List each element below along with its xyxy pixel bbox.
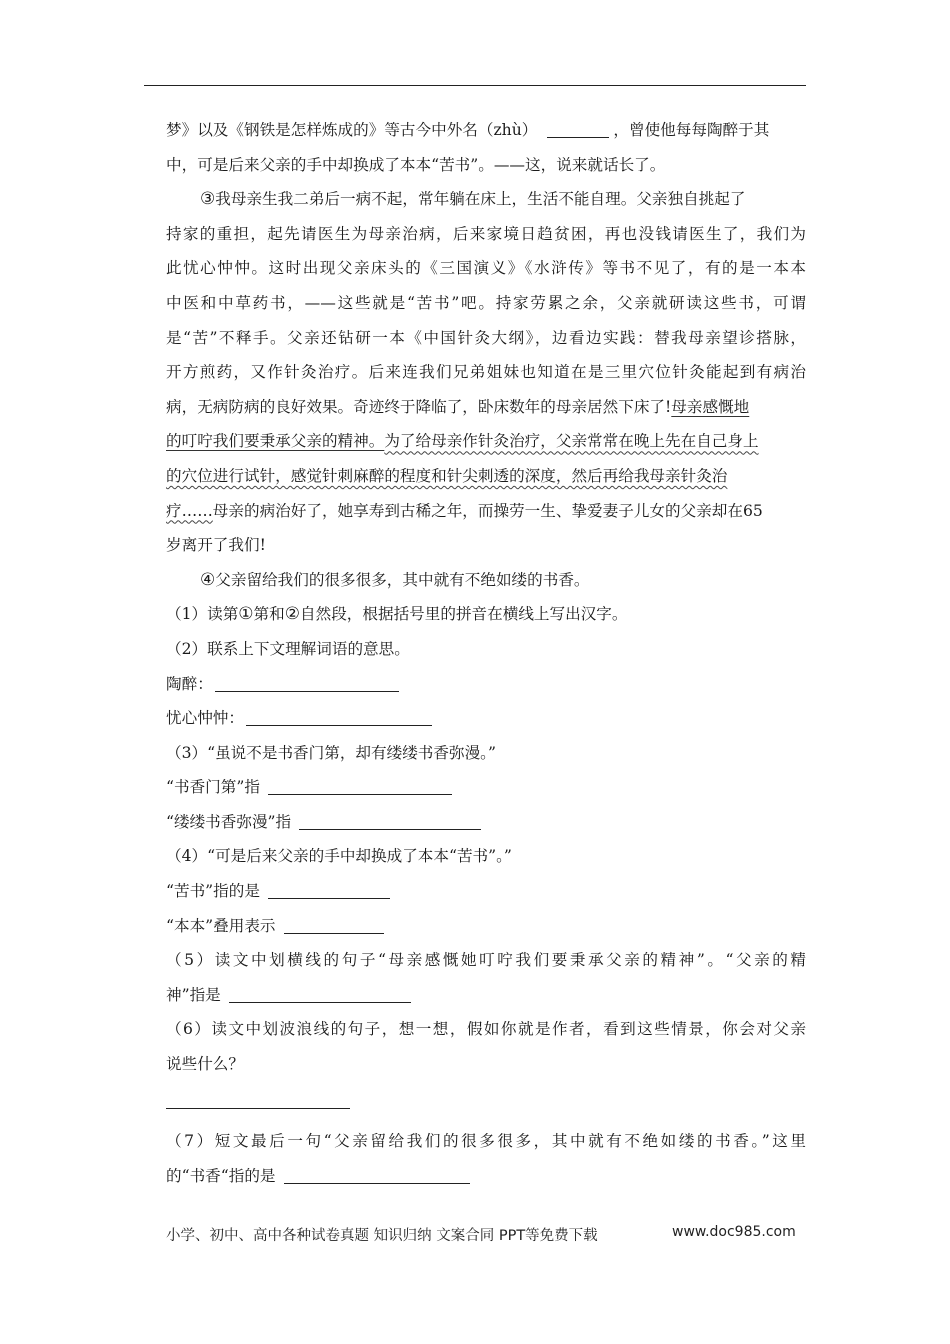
paragraph-3-line-10: 疗……母亲的病治好了，她享寿到古稀之年，而操劳一生、挚爱妻子儿女的父亲却在65	[166, 501, 763, 520]
paragraph-3-line-4: 中医和中草药书，——这些就是“苦书”吧。持家劳累之余，父亲就研读这些书，可谓	[166, 293, 806, 312]
paragraph-3-line-6: 开方煎药，又作针灸治疗。后来连我们兄弟姐妹也知道在是三里穴位针灸能起到有病治	[166, 363, 806, 382]
paragraph-3-line-7: 病，无病防病的良好效果。奇迹终于降临了，卧床数年的母亲居然下床了!母亲感慨地	[166, 397, 750, 416]
pinyin-answer-blank[interactable]	[547, 119, 609, 138]
question-4-item-2: “本本”叠用表示	[166, 909, 806, 944]
header-rule	[144, 85, 806, 86]
paragraph-marker-3: ③	[200, 189, 216, 210]
question-3-item-2: “缕缕书香弥漫”指	[166, 805, 806, 840]
question-2: （2）联系上下文理解词语的意思。	[166, 639, 410, 658]
footer-site-link[interactable]: www.doc985.com	[672, 1224, 796, 1240]
question-6-answer-row	[166, 1090, 806, 1125]
paragraph-3-line-1: ③我母亲生我二弟后一病不起，常年躺在床上，生活不能自理。父亲独自挑起了	[200, 189, 746, 210]
wavy-sentence: 为了给母亲作针灸治疗，父亲常常在晚上先在自己身上	[384, 432, 759, 451]
underlined-sentence-cont: 的叮咛我们要秉承父亲的精神。	[166, 432, 385, 451]
answer-blank-fuqin-jingshen[interactable]	[229, 984, 411, 1003]
paragraph-3-line-2: 持家的重担，起先请医生为母亲治病，后来家境日趋贫困，再也没钱请医生了，我们为	[166, 224, 806, 243]
paragraph-marker-4: ④	[200, 569, 216, 590]
paragraph-3-line-11: 岁离开了我们!	[166, 536, 266, 555]
paragraph-3-line-5: 是“苦”不释手。父亲还钻研一本《中国针灸大纲》，边看边实践：替我母亲望诊搭脉，	[166, 328, 806, 347]
page-footer	[166, 1224, 806, 1245]
paragraph-2-line-2: 中，可是后来父亲的手中却换成了本本“苦书”。——这，说来就话长了。	[166, 155, 666, 174]
question-5-line-1: （5）读文中划横线的句子“母亲感慨她叮咛我们要秉承父亲的精神”。“父亲的精	[166, 951, 806, 970]
paragraph-3-line-9	[166, 459, 806, 494]
question-1: （1）读第①第和②自然段，根据括号里的拼音在横线上写出汉字。	[166, 604, 628, 625]
answer-blank-youxin[interactable]	[246, 707, 432, 726]
answer-blank-kushu[interactable]	[268, 880, 390, 899]
question-7-line-2: 的“书香“指的是	[166, 1159, 806, 1194]
question-4-item-1: “苦书”指的是	[166, 874, 806, 909]
answer-blank-q6[interactable]	[166, 1090, 350, 1109]
underlined-sentence: 母亲感慨地	[671, 397, 750, 416]
question-4: （4）“可是后来父亲的手中却换成了本本“苦书”。”	[166, 847, 512, 866]
document-body	[166, 113, 806, 1193]
paragraph-3-line-3: 此忧心忡忡。这时出现父亲床头的《三国演义》《水浒传》等书不见了，有的是一本本	[166, 259, 806, 278]
answer-blank-shuxiang-mendi[interactable]	[268, 776, 452, 795]
question-7-line-1: （7）短文最后一句“父亲留给我们的很多很多，其中就有不绝如缕的书香。”这里	[166, 1132, 806, 1151]
question-3-item-1: “书香门第”指	[166, 770, 806, 805]
footer-text: 小学、初中、高中各种试卷真题 知识归纳 文案合同 PPT等免费下载	[166, 1228, 598, 1244]
wavy-sentence-end: 疗……	[166, 501, 213, 520]
answer-blank-shuxiang[interactable]	[284, 1165, 470, 1184]
answer-blank-taozui[interactable]	[215, 673, 399, 692]
question-3: （3）“虽说不是书香门第，却有缕缕书香弥漫。”	[166, 743, 496, 762]
paragraph-2-line-1: 梦》以及《钢铁是怎样炼成的》等古今中外名（zhù） ，曾使他每每陶醉于其	[166, 121, 770, 139]
question-2-item-1: 陶醉：	[166, 667, 806, 702]
question-2-item-2: 忧心忡忡：	[166, 701, 806, 736]
question-6-line-2: 说些什么？	[166, 1055, 244, 1074]
wavy-sentence-cont: 的穴位进行试针，感觉针刺麻醉的程度和针尖刺透的深度，然后再给我母亲针灸治	[166, 466, 728, 485]
paragraph-4: ④父亲留给我们的很多很多，其中就有不绝如缕的书香。	[200, 569, 590, 590]
question-5-line-2: 神”指是	[166, 978, 806, 1013]
paragraph-3-line-8	[166, 424, 806, 459]
answer-blank-shuxiang-miman[interactable]	[299, 811, 481, 830]
answer-blank-benben[interactable]	[284, 915, 384, 934]
question-6-line-1: （6）读文中划波浪线的句子，想一想，假如你就是作者，看到这些情景，你会对父亲	[166, 1020, 806, 1039]
